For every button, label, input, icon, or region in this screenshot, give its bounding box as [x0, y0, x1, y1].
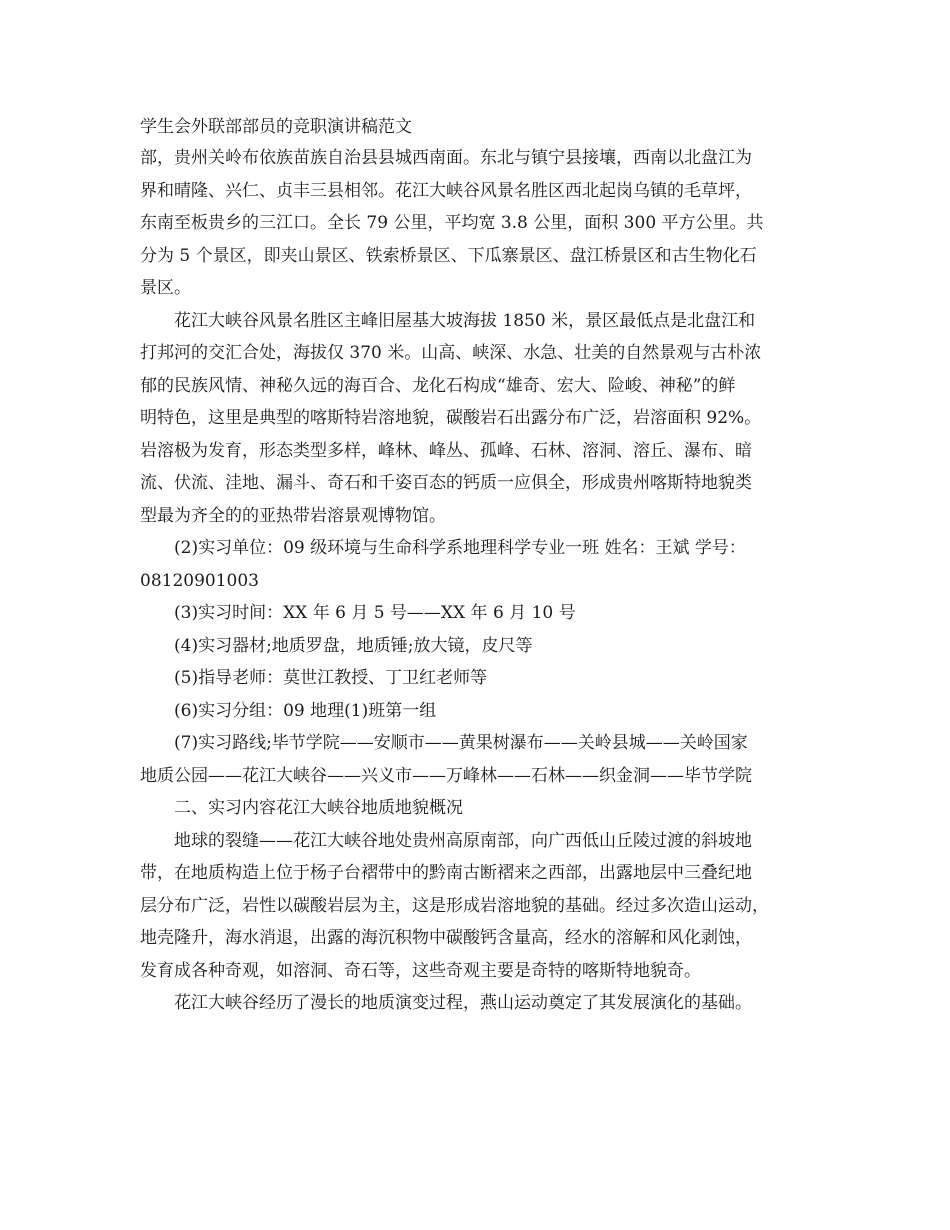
text-line: (3)实习时间：XX 年 6 月 5 号——XX 年 6 月 10 号 [174, 603, 576, 623]
paragraph-geology-overview [140, 825, 820, 988]
text-line: 型最为齐全的的亚热带岩溶景观博物馆。 [140, 505, 446, 526]
paragraph-grouping [140, 695, 820, 728]
text-line: (4)实习器材;地质罗盘，地质锤;放大镜，皮尺等 [174, 635, 533, 656]
text-line: 层分布广泛，岩性以碳酸岩层为主，这是形成岩溶地貌的基础。经过多次造山运动， [140, 895, 769, 916]
paragraph-internship-equipment [140, 630, 820, 663]
document-page [140, 114, 820, 1020]
text-line: 08120901003 [140, 570, 259, 591]
paragraph-instructors [140, 662, 820, 695]
paragraph-geological-evolution [140, 987, 820, 1020]
text-line: 二、实习内容花江大峡谷地质地貌概况 [174, 798, 463, 818]
text-line: 花江大峡谷风景名胜区主峰旧屋基大坡海拔 1850 米，景区最低点是北盘江和 [174, 310, 756, 331]
paragraph-scenic-area-features [140, 305, 820, 533]
text-line: 明特色，这里是典型的喀斯特岩溶地貌，碳酸岩石出露分布广泛，岩溶面积 92%。 [140, 408, 762, 428]
text-line: (7)实习路线;毕节学院——安顺市——黄果树瀑布——关岭县城——关岭国家 [174, 733, 748, 753]
text-line: 打邦河的交汇合处，海拔仅 370 米。山高、峡深、水急、壮美的自然景观与古朴浓 [140, 343, 762, 363]
text-line: 地质公园——花江大峡谷——兴义市——万峰林——石林——织金洞——毕节学院 [140, 765, 752, 786]
text-line: (2)实习单位：09 级环境与生命科学系地理科学专业一班 姓名：王斌 学号： [174, 538, 746, 558]
document-title: 学生会外联部部员的竞职演讲稿范文 [140, 117, 412, 137]
text-line: (5)指导老师：莫世江教授、丁卫红老师等 [174, 668, 488, 688]
text-line: 地壳隆升，海水消退，出露的海沉积物中碳酸钙含量高，经水的溶解和风化剥蚀， [140, 928, 752, 948]
text-line: 岩溶极为发育，形态类型多样，峰林、峰丛、孤峰、石林、溶洞、溶丘、瀑布、暗 [140, 440, 752, 461]
section-heading-internship-content [140, 792, 820, 825]
text-line: 东南至板贵乡的三江口。全长 79 公里，平均宽 3.8 公里，面积 300 平方公里。共 [140, 213, 764, 233]
text-line: 分为 5 个景区，即夹山景区、铁索桥景区、下瓜寨景区、盘江桥景区和古生物化石 [140, 245, 757, 266]
text-line: 带，在地质构造上位于杨子台褶带中的黔南古断褶来之西部，出露地层中三叠纪地 [140, 863, 752, 883]
text-line: 景区。 [140, 278, 191, 298]
paragraph-internship-time [140, 597, 820, 630]
text-line: 发育成各种奇观，如溶洞、奇石等，这些奇观主要是奇特的喀斯特地貌奇。 [140, 960, 701, 981]
text-line: 部，贵州关岭布依族苗族自治县县城西南面。东北与镇宁县接壤，西南以北盘江为 [140, 148, 752, 168]
text-line: 界和晴隆、兴仁、贞丰三县相邻。花江大峡谷风景名胜区西北起岗乌镇的毛草坪， [140, 180, 752, 201]
paragraph-route [140, 727, 820, 792]
paragraph-scenic-area-location [140, 142, 820, 305]
text-line: 花江大峡谷经历了漫长的地质演变过程，燕山运动奠定了其发展演化的基础。 [174, 993, 752, 1013]
text-line: 流、伏流、洼地、漏斗、奇石和千姿百态的钙质一应俱全，形成贵州喀斯特地貌类 [140, 473, 752, 493]
paragraph-internship-unit [140, 532, 820, 597]
text-line: 地球的裂缝——花江大峡谷地处贵州高原南部，向广西低山丘陵过渡的斜坡地 [174, 830, 752, 851]
text-line: 郁的民族风情、神秘久远的海百合、龙化石构成“雄奇、宏大、险峻、神秘”的鲜 [140, 375, 736, 396]
text-line: (6)实习分组：09 地理(1)班第一组 [174, 700, 437, 721]
